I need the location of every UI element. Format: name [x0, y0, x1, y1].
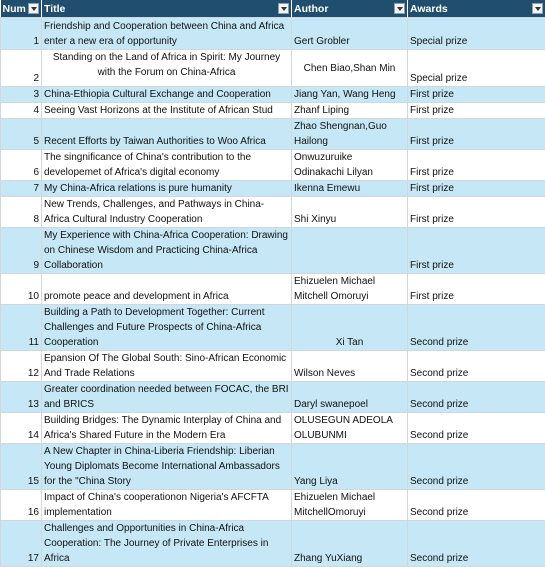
cell-author[interactable]: Zhanf Liping — [292, 103, 408, 119]
cell-award[interactable]: Second prize — [408, 382, 545, 413]
cell-author[interactable]: Jiang Yan, Wang Heng — [292, 87, 408, 103]
table-row — [1, 413, 545, 444]
cell-num[interactable]: 7 — [1, 181, 42, 197]
table-row — [1, 490, 545, 521]
cell-award[interactable]: First prize — [408, 181, 545, 197]
cell-num[interactable]: 4 — [1, 103, 42, 119]
cell-title[interactable]: A New Chapter in China-Liberia Friendship: Liberian Young Diplomats Become International Ambassadors for the "China Story — [42, 444, 292, 490]
table-row — [1, 351, 545, 382]
cell-title[interactable]: Standing on the Land of Africa in Spirit: My Journey with the Forum on China-Africa — [42, 50, 292, 87]
cell-title[interactable]: Impact of China's cooperationon Nigeria's AFCFTA implementation — [42, 490, 292, 521]
cell-award[interactable]: First prize — [408, 103, 545, 119]
cell-author[interactable]: Wilson Neves — [292, 351, 408, 382]
cell-title[interactable]: Recent Efforts by Taiwan Authorities to Woo Africa — [42, 119, 292, 150]
cell-author[interactable]: Yang Liya — [292, 444, 408, 490]
filter-dropdown-icon[interactable] — [28, 3, 39, 14]
cell-title[interactable]: Friendship and Cooperation between China and Africa enter a new era of opportunity — [42, 18, 292, 50]
cell-award[interactable]: Second prize — [408, 351, 545, 382]
filter-dropdown-icon[interactable] — [532, 3, 543, 14]
table-row — [1, 18, 545, 50]
cell-award[interactable]: First prize — [408, 274, 545, 305]
cell-title[interactable]: The singnificance of China's contribution to the developemet of Africa's digital economy — [42, 150, 292, 181]
cell-num[interactable]: 1 — [1, 18, 42, 50]
table-row — [1, 87, 545, 103]
cell-num[interactable]: 6 — [1, 150, 42, 181]
cell-author[interactable]: Shi Xinyu — [292, 197, 408, 228]
cell-award[interactable]: First prize — [408, 228, 545, 274]
header-label: Num — [3, 3, 26, 15]
header-label: Title — [44, 3, 65, 15]
table-row — [1, 103, 545, 119]
cell-award[interactable]: Second prize — [408, 490, 545, 521]
cell-author[interactable]: Daryl swanepoel — [292, 382, 408, 413]
cell-num[interactable]: 3 — [1, 87, 42, 103]
filter-dropdown-icon[interactable] — [394, 3, 405, 14]
cell-title[interactable]: Building Bridges: The Dynamic Interplay of China and Africa's Shared Future in the Modern Era — [42, 413, 292, 444]
cell-award[interactable]: Special prize — [408, 18, 545, 50]
cell-author[interactable]: Gert Grobler — [292, 18, 408, 50]
cell-num[interactable]: 11 — [1, 305, 42, 351]
cell-award[interactable]: First prize — [408, 197, 545, 228]
table-row — [1, 382, 545, 413]
cell-title[interactable]: Challenges and Opportunities in China-Africa Cooperation: The Journey of Private Enterprises in Africa — [42, 521, 292, 567]
cell-num[interactable]: 16 — [1, 490, 42, 521]
cell-title[interactable]: My China-Africa relations is pure humanity — [42, 181, 292, 197]
cell-author[interactable]: Xi Tan — [292, 305, 408, 351]
cell-author[interactable]: Ehizuelen Michael MitchellOmoruyi — [292, 490, 408, 521]
cell-award[interactable]: Second prize — [408, 305, 545, 351]
cell-author[interactable] — [292, 228, 408, 274]
table-row — [1, 521, 545, 567]
header-label: Author — [294, 3, 328, 15]
cell-award[interactable]: First prize — [408, 150, 545, 181]
filter-dropdown-icon[interactable] — [278, 3, 289, 14]
cell-num[interactable]: 13 — [1, 382, 42, 413]
header-title[interactable] — [42, 0, 292, 18]
cell-author[interactable]: Zhang YuXiang — [292, 521, 408, 567]
cell-author[interactable]: Chen Biao,Shan Min — [292, 50, 408, 87]
cell-title[interactable]: My Experience with China-Africa Cooperation: Drawing on Chinese Wisdom and Practicing China-Africa Collaboration — [42, 228, 292, 274]
cell-award[interactable]: Second prize — [408, 521, 545, 567]
cell-num[interactable]: 10 — [1, 274, 42, 305]
cell-title[interactable]: Greater coordination needed between FOCAC, the BRI and BRICS — [42, 382, 292, 413]
cell-title[interactable]: China-Ethiopia Cultural Exchange and Cooperation — [42, 87, 292, 103]
cell-num[interactable]: 17 — [1, 521, 42, 567]
cell-award[interactable]: First prize — [408, 87, 545, 103]
table-row — [1, 197, 545, 228]
cell-title[interactable]: Epansion Of The Global South: Sino-African Economic And Trade Relations — [42, 351, 292, 382]
table-row — [1, 274, 545, 305]
cell-author[interactable]: Ehizuelen Michael Mitchell Omoruyi — [292, 274, 408, 305]
table-row — [1, 181, 545, 197]
header-row — [1, 0, 545, 18]
table-row — [1, 119, 545, 150]
header-author[interactable] — [292, 0, 408, 18]
cell-author[interactable]: Zhao Shengnan,Guo Hailong — [292, 119, 408, 150]
header-num[interactable] — [1, 0, 42, 18]
cell-title[interactable]: Seeing Vast Horizons at the Institute of African Stud — [42, 103, 292, 119]
cell-num[interactable]: 9 — [1, 228, 42, 274]
cell-num[interactable]: 15 — [1, 444, 42, 490]
cell-num[interactable]: 2 — [1, 50, 42, 87]
cell-award[interactable]: Second prize — [408, 444, 545, 490]
cell-title[interactable]: Building a Path to Development Together: Current Challenges and Future Prospects of China-Africa Cooperation — [42, 305, 292, 351]
cell-num[interactable]: 14 — [1, 413, 42, 444]
cell-author[interactable]: OLUSEGUN ADEOLA OLUBUNMI — [292, 413, 408, 444]
cell-award[interactable]: First prize — [408, 119, 545, 150]
cell-author[interactable]: Ikenna Emewu — [292, 181, 408, 197]
table-row — [1, 305, 545, 351]
cell-title[interactable]: promote peace and development in Africa — [42, 274, 292, 305]
cell-author[interactable]: Onwuzuruike Odinakachi Lilyan — [292, 150, 408, 181]
header-label: Awards — [410, 3, 448, 15]
cell-award[interactable]: Special prize — [408, 50, 545, 87]
cell-num[interactable]: 5 — [1, 119, 42, 150]
header-awards[interactable] — [408, 0, 545, 18]
cell-num[interactable]: 12 — [1, 351, 42, 382]
cell-award[interactable]: Second prize — [408, 413, 545, 444]
table-row — [1, 150, 545, 181]
table-row — [1, 444, 545, 490]
cell-num[interactable]: 8 — [1, 197, 42, 228]
table-row — [1, 228, 545, 274]
cell-title[interactable]: New Trends, Challenges, and Pathways in China-Africa Cultural Industry Cooperation — [42, 197, 292, 228]
table-row — [1, 50, 545, 87]
